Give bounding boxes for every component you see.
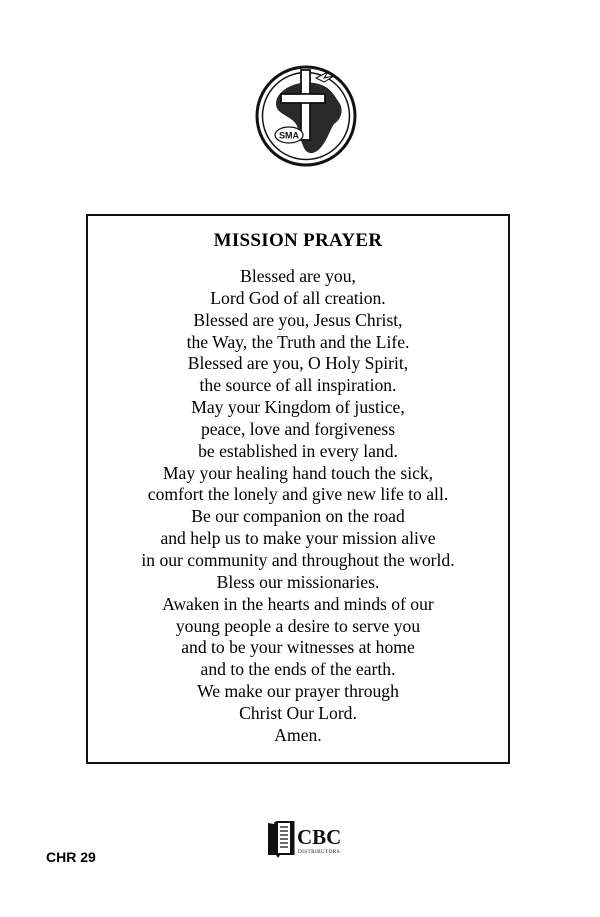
prayer-line: May your Kingdom of justice, [191,397,405,418]
prayer-line: be established in every land. [198,440,398,461]
prayer-line: Lord God of all creation. [210,287,386,308]
prayer-line: Christ Our Lord. [239,702,357,723]
prayer-text [88,266,508,747]
prayer-title: MISSION PRAYER [213,230,383,251]
prayer-line: and help us to make your mission alive [160,528,436,549]
prayer-line: comfort the lonely and give new life to all. [147,484,449,505]
svg-text:SMA: SMA [279,130,299,141]
prayer-line: the Way, the Truth and the Life. [186,331,410,352]
prayer-line: May your healing hand touch the sick, [162,462,434,483]
prayer-line: Amen. [274,724,322,745]
prayer-line: Awaken in the hearts and minds of our [162,593,434,614]
prayer-line: Blessed are you, Jesus Christ, [193,309,403,330]
prayer-line: Be our companion on the road [191,506,405,527]
publisher-subtitle: DISTRIBUTORS [298,849,340,855]
cross-icon [301,70,310,140]
publisher-name: CBC [297,825,342,849]
prayer-line: young people a desire to serve you [175,615,421,636]
cbc-distributors-logo [266,815,356,859]
prayer-line: Blessed are you, [240,266,356,286]
prayer-card [86,214,510,764]
sma-logo [254,64,358,168]
prayer-line: and to be your witnesses at home [181,637,415,658]
prayer-line: Blessed are you, O Holy Spirit, [187,353,409,374]
prayer-line: the source of all inspiration. [199,375,397,396]
prayer-line: Bless our missionaries. [216,571,380,592]
prayer-line: in our community and throughout the world. [141,549,455,570]
prayer-line: peace, love and forgiveness [200,418,396,439]
prayer-line: We make our prayer through [197,681,399,702]
product-code: CHR 29 [46,849,96,865]
prayer-line: and to the ends of the earth. [200,659,396,680]
